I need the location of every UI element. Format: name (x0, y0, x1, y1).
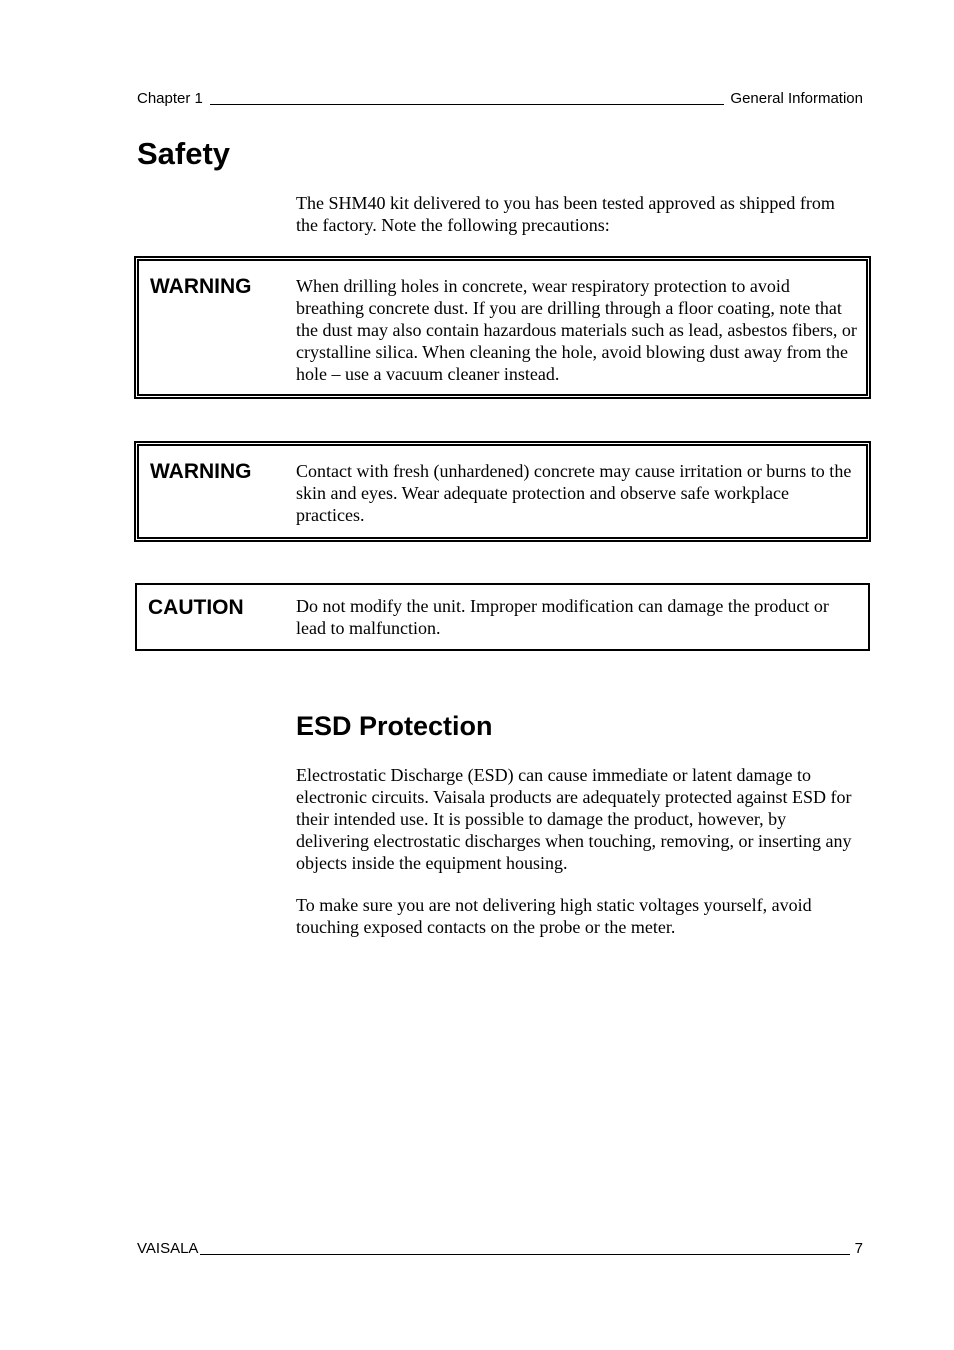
caution-label: CAUTION (148, 596, 244, 619)
warning-text-drilling: When drilling holes in concrete, wear respiratory protection to avoid breathing concrete dust. If you are drilling through a floor coating, note that the dust may also contain hazardous materials such as lead, asbestos fibers, or crystalline silica. When cleaning the hole, avoid blowing dust away from the hole – use a vacuum cleaner instead. (296, 276, 857, 384)
page-footer (137, 1240, 863, 1258)
warning-label: WARNING (150, 275, 252, 298)
header-section: General Information (730, 90, 863, 107)
footer-company: VAISALA (137, 1240, 199, 1257)
warning-label: WARNING (150, 460, 252, 483)
esd-heading: ESD Protection (296, 711, 493, 741)
header-chapter: Chapter 1 (137, 90, 203, 107)
esd-paragraph-1: Electrostatic Discharge (ESD) can cause immediate or latent damage to electronic circuits. Vaisala products are adequately protected against ESD for their intended use. It is possible to damage the product, however, by delivering electrostatic discharges when touching, removing, or inserting any objects inside the equipment housing. (296, 765, 852, 873)
page-number: 7 (854, 1240, 863, 1257)
caution-text: Do not modify the unit. Improper modification can damage the product or lead to malfunction. (296, 596, 829, 638)
caution-box (135, 583, 870, 651)
warning-box-concrete (134, 441, 871, 542)
warning-text-concrete: Contact with fresh (unhardened) concrete may cause irritation or burns to the skin and eyes. Wear adequate protection and observe safe workplace practices. (296, 461, 852, 525)
page-header (137, 90, 863, 108)
header-rule (210, 103, 725, 105)
safety-heading: Safety (137, 136, 231, 171)
safety-intro: The SHM40 kit delivered to you has been tested approved as shipped from the factory. Note the following precautions: (296, 193, 835, 235)
esd-paragraph-2: To make sure you are not delivering high static voltages yourself, avoid touching exposed contacts on the probe or the meter. (296, 895, 812, 937)
warning-box-drilling (134, 256, 871, 399)
footer-rule (200, 1253, 849, 1255)
